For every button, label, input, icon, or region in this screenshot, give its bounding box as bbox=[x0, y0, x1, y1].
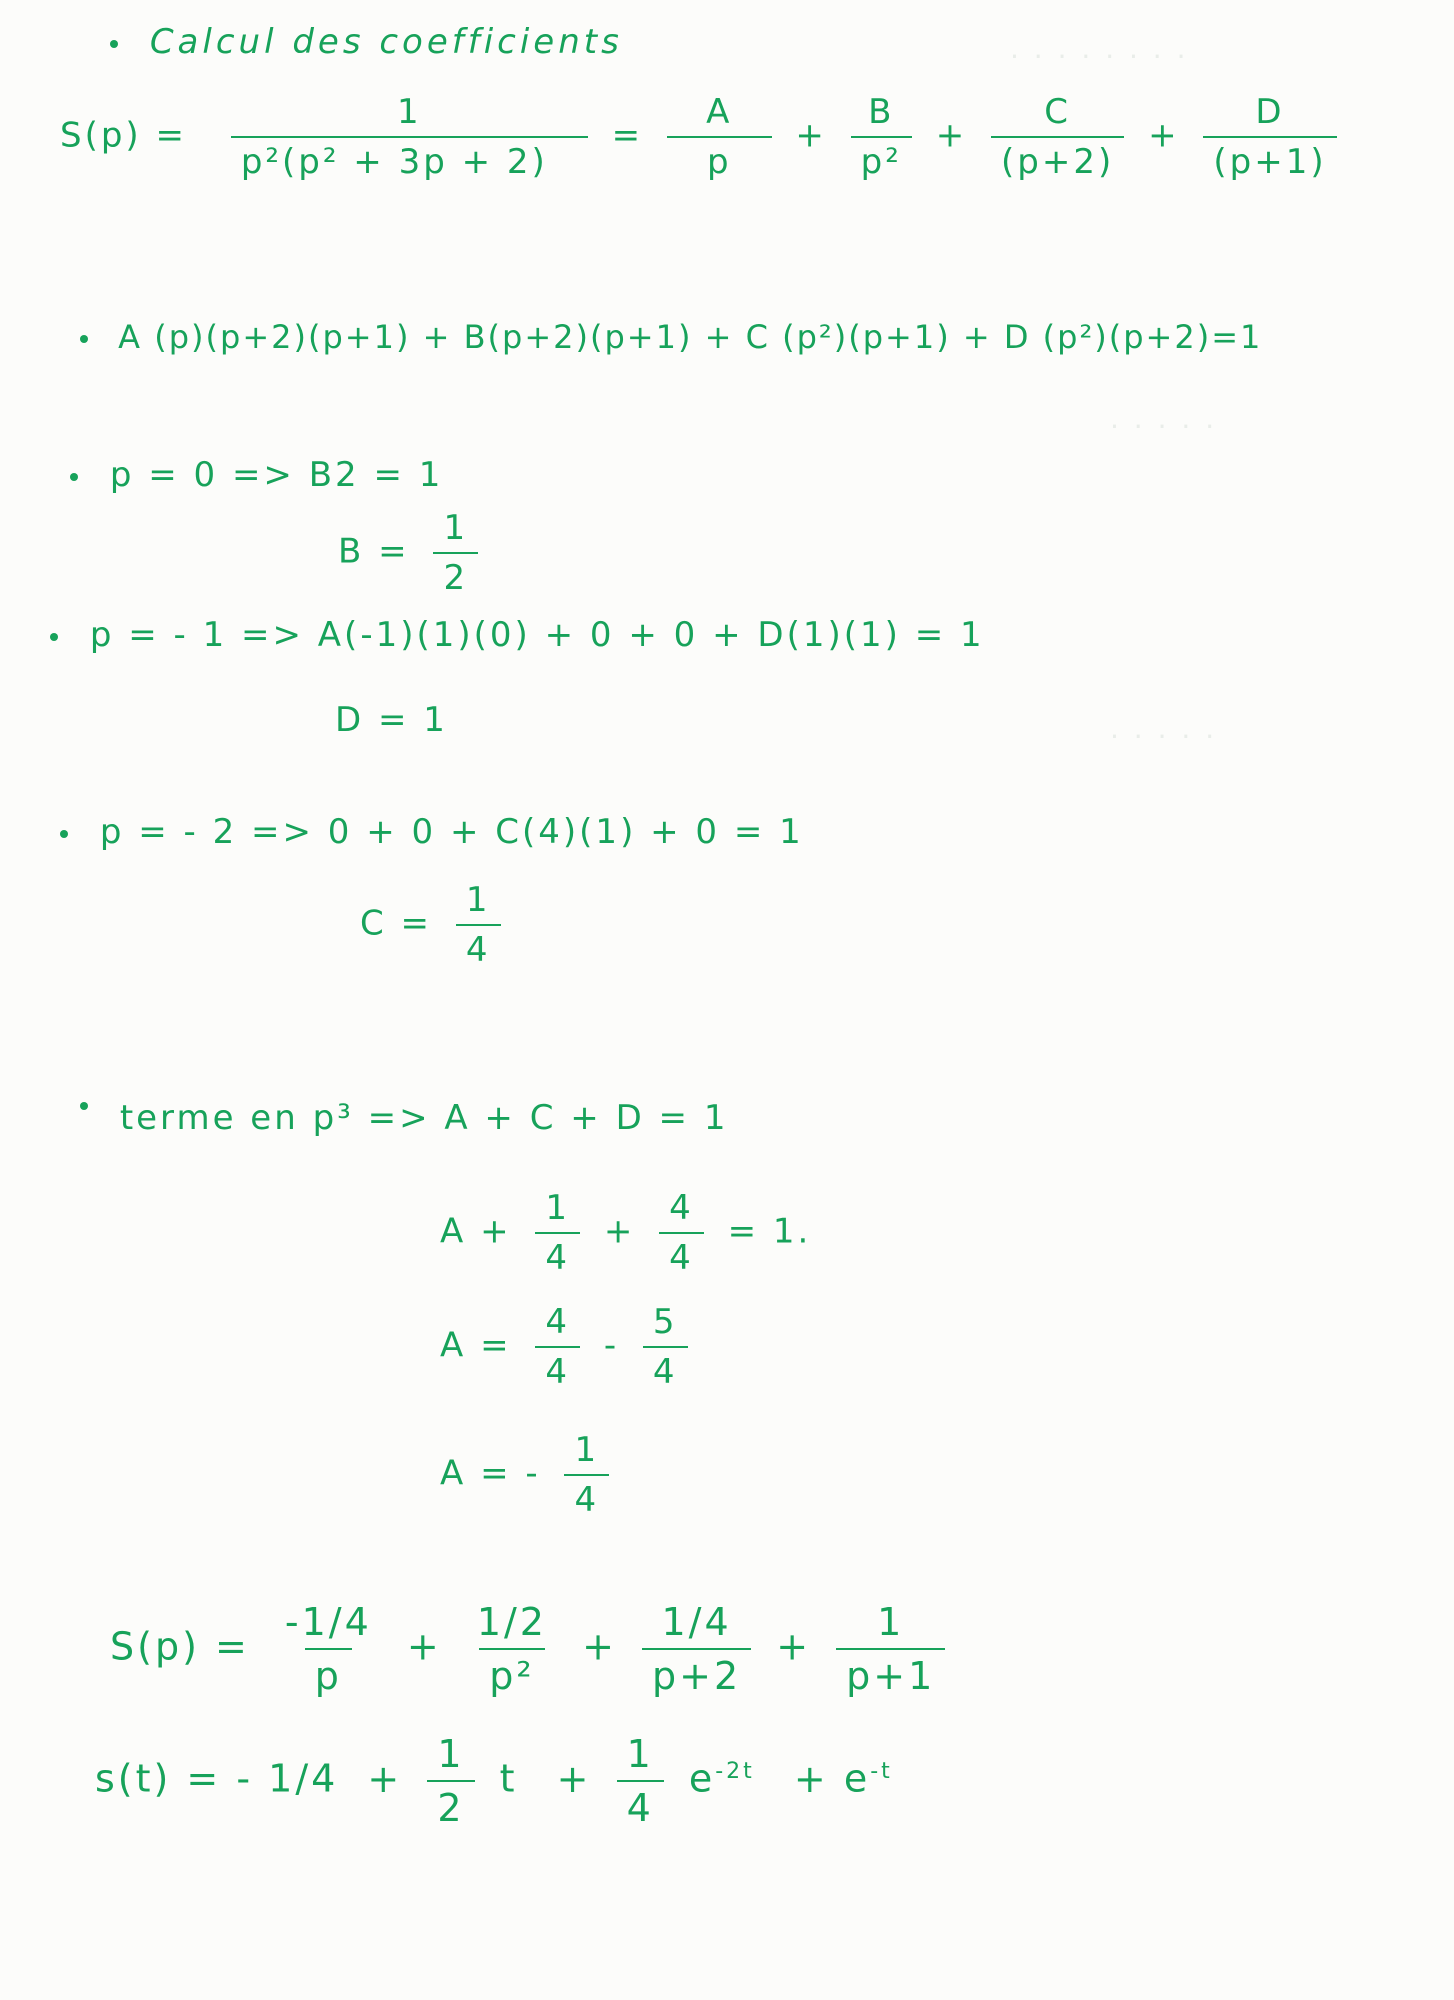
a-line-1-frac1-num: 1 bbox=[545, 1188, 571, 1228]
c-value bbox=[456, 880, 501, 970]
final-t-term-4-base: e bbox=[843, 1756, 871, 1801]
final-t-term-4-exp: -t bbox=[870, 1758, 893, 1784]
case-pm1-condition: p = - 1 => A(-1)(1)(0) + 0 + 0 + D(1)(1) = 1 bbox=[89, 615, 985, 655]
identity-equation: A (p)(p+2)(p+1) + B(p+2)(p+1) + C (p²)(p+1) + D (p²)(p+2)=1 bbox=[118, 318, 1263, 356]
final-term-1-den: p bbox=[305, 1648, 352, 1698]
show-through-bleed: · · · · · · · · bbox=[1010, 40, 1189, 73]
final-t-term-2-num: 1 bbox=[437, 1732, 465, 1776]
a-line-2-frac2-den: 4 bbox=[643, 1346, 688, 1392]
a-line-2-frac1 bbox=[535, 1302, 580, 1392]
a-line-1-lhs: A + bbox=[440, 1211, 512, 1252]
bullet-icon bbox=[80, 1102, 88, 1110]
final-term-2-num: 1/2 bbox=[476, 1600, 547, 1644]
final-t-plus-2: + bbox=[556, 1756, 592, 1801]
a-line-1-frac2-den: 4 bbox=[659, 1232, 704, 1278]
final-t-plus-3: + bbox=[793, 1756, 829, 1801]
c-equals: C = bbox=[360, 903, 433, 944]
term-a bbox=[667, 92, 772, 182]
case-p0-result bbox=[338, 508, 488, 598]
a-line-2-lhs: A = bbox=[440, 1325, 512, 1366]
a-line-1-frac2 bbox=[659, 1188, 704, 1278]
term-b bbox=[851, 92, 912, 182]
main-denominator: p²(p² + 3p + 2) bbox=[231, 136, 588, 182]
identity-row bbox=[80, 318, 1262, 356]
b-equals: B = bbox=[338, 531, 410, 572]
bullet-icon bbox=[110, 40, 118, 48]
a-line-1-frac1 bbox=[535, 1188, 580, 1278]
final-t-term-1: 1/4 bbox=[268, 1756, 339, 1801]
final-term-2-sign: + bbox=[406, 1624, 442, 1669]
equals-sign: = bbox=[611, 115, 644, 156]
case-p3-row bbox=[80, 1098, 729, 1138]
term-c-num: C bbox=[1044, 92, 1071, 132]
a-line-2-frac2-num: 5 bbox=[652, 1302, 678, 1342]
a-line-3 bbox=[440, 1430, 619, 1520]
a-line-2-frac1-num: 4 bbox=[545, 1302, 571, 1342]
case-pm2-row bbox=[60, 812, 804, 852]
b-value bbox=[433, 508, 478, 598]
final-t-row bbox=[95, 1732, 893, 1830]
a-line-2 bbox=[440, 1302, 698, 1392]
term-a-num: A bbox=[706, 92, 733, 132]
case-pm1-result bbox=[335, 700, 448, 740]
b-num: 1 bbox=[443, 508, 469, 548]
term-d-den: (p+1) bbox=[1203, 136, 1336, 182]
final-term-3 bbox=[642, 1600, 751, 1698]
case-p0-condition: p = 0 => B2 = 1 bbox=[109, 455, 444, 495]
heading-row bbox=[110, 22, 623, 62]
final-t-term-3-coef bbox=[617, 1732, 664, 1830]
final-t-term-3-exp: -2t bbox=[715, 1758, 755, 1784]
a-den: 4 bbox=[564, 1474, 609, 1520]
a-line-1 bbox=[440, 1188, 811, 1278]
term-d-num: D bbox=[1255, 92, 1285, 132]
final-term-4 bbox=[836, 1600, 945, 1698]
case-pm2-result bbox=[360, 880, 511, 970]
final-term-4-den: p+1 bbox=[836, 1648, 945, 1698]
bullet-icon bbox=[70, 473, 78, 481]
term-c-sign: + bbox=[935, 115, 968, 156]
c-num: 1 bbox=[465, 880, 491, 920]
final-term-4-sign: + bbox=[776, 1624, 812, 1669]
show-through-bleed: · · · · · bbox=[1110, 720, 1218, 753]
final-term-3-sign: + bbox=[582, 1624, 617, 1669]
d-value: D = 1 bbox=[335, 700, 448, 740]
case-pm1-row bbox=[50, 615, 985, 655]
a-line-1-frac2-num: 4 bbox=[669, 1188, 694, 1228]
a-line-1-frac1-den: 4 bbox=[535, 1232, 580, 1278]
final-t-term-2-coef bbox=[427, 1732, 474, 1830]
term-b-sign: + bbox=[795, 115, 827, 156]
a-value bbox=[564, 1430, 609, 1520]
a-line-2-mid: - bbox=[603, 1325, 620, 1366]
term-c-den: (p+2) bbox=[991, 136, 1124, 182]
final-term-3-num: 1/4 bbox=[661, 1600, 732, 1644]
final-term-3-den: p+2 bbox=[642, 1648, 751, 1698]
heading-text: Calcul des coefficients bbox=[149, 22, 623, 62]
a-line-2-frac1-den: 4 bbox=[535, 1346, 580, 1392]
case-p0-row bbox=[70, 455, 443, 495]
case-p3-condition: terme en p³ => A + C + D = 1 bbox=[119, 1098, 729, 1138]
term-d-sign: + bbox=[1148, 115, 1180, 156]
final-t-term-2-den: 2 bbox=[427, 1780, 474, 1830]
main-fraction bbox=[231, 92, 588, 182]
final-t-term-3-num: 1 bbox=[626, 1732, 654, 1776]
term-b-den: p² bbox=[851, 136, 912, 182]
s-of-p: S(p) = bbox=[60, 115, 187, 156]
show-through-bleed: · · · · · bbox=[1110, 410, 1218, 443]
term-d bbox=[1203, 92, 1336, 182]
term-c bbox=[991, 92, 1124, 182]
case-pm2-condition: p = - 2 => 0 + 0 + C(4)(1) + 0 = 1 bbox=[99, 812, 804, 852]
term-b-num: B bbox=[868, 92, 895, 132]
c-den: 4 bbox=[456, 924, 501, 970]
bullet-icon bbox=[50, 633, 58, 641]
final-t-plus-1: + bbox=[367, 1756, 403, 1801]
a-line-2-frac2 bbox=[643, 1302, 688, 1392]
final-term-2 bbox=[467, 1600, 557, 1698]
a-num: 1 bbox=[574, 1430, 600, 1470]
final-term-4-num: 1 bbox=[877, 1600, 905, 1644]
a-line-3-lhs: A = - bbox=[440, 1453, 541, 1494]
a-line-1-mid: + bbox=[603, 1211, 636, 1252]
final-s-row bbox=[110, 1600, 955, 1698]
final-term-1 bbox=[275, 1600, 382, 1698]
final-term-1-num: -1/4 bbox=[284, 1600, 372, 1644]
b-den: 2 bbox=[433, 552, 478, 598]
term-a-den: p bbox=[667, 136, 772, 182]
final-t-lhs: s(t) = - bbox=[95, 1756, 254, 1801]
final-t-term-2-var: t bbox=[499, 1756, 518, 1801]
final-t-term-3-base: e bbox=[688, 1756, 716, 1801]
decomposition-equation bbox=[60, 92, 1347, 182]
final-s-lhs: S(p) = bbox=[110, 1624, 250, 1669]
final-t-term-3-den: 4 bbox=[617, 1780, 664, 1830]
a-line-1-rhs: = 1. bbox=[727, 1211, 812, 1252]
final-term-2-den: p² bbox=[479, 1648, 544, 1698]
bullet-icon bbox=[80, 335, 88, 343]
bullet-icon bbox=[60, 830, 68, 838]
main-numerator: 1 bbox=[397, 92, 422, 132]
